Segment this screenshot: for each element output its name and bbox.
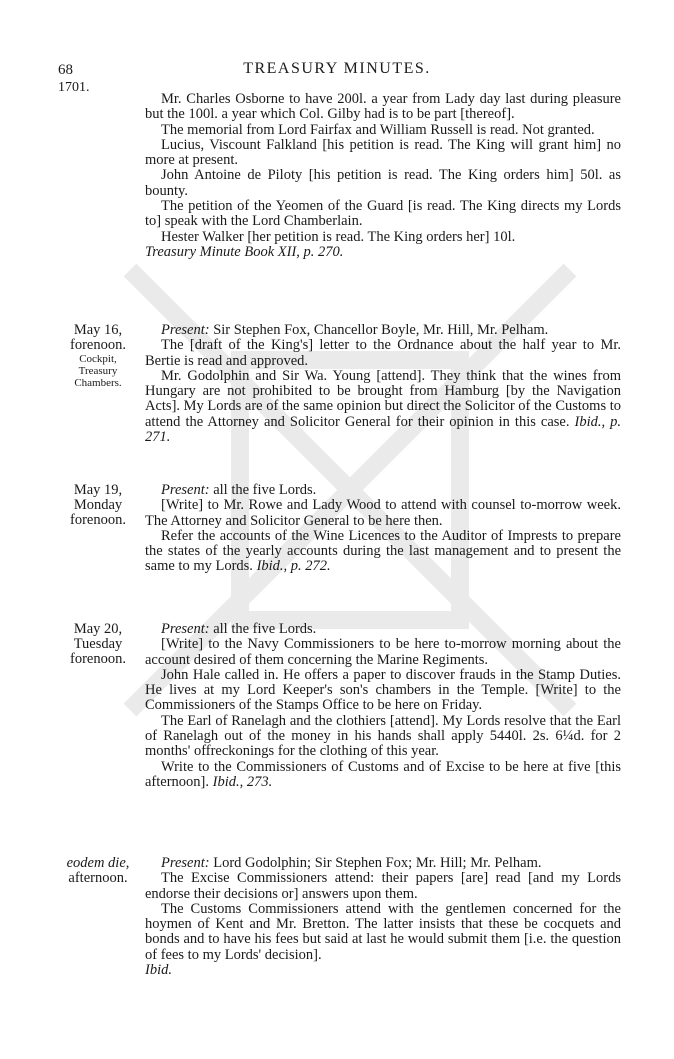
paragraph — [145, 230, 621, 245]
present-label: Present: — [161, 621, 210, 637]
present-label: Present: — [161, 482, 210, 498]
running-head: TREASURY MINUTES. — [243, 60, 431, 77]
entry-body — [145, 323, 621, 445]
entry-body — [145, 856, 621, 978]
margin-italic: eodem die, — [66, 855, 130, 871]
reference-text: Ibid., p. 271. — [145, 413, 622, 446]
margin-place: Chambers. — [74, 377, 122, 389]
reference-text: Ibid., p. 272. — [256, 558, 331, 575]
present-line — [145, 856, 621, 871]
paragraph: John Hale called in. He offers a paper to discover frauds in the Stamp Duties. He lives at my Lord Keeper's son's chambers in the Temple. [Write] to the Commissioners of the Stamps Office to be here on Friday. — [145, 666, 621, 714]
paragraph: Lucius, Viscount Falkland [his petition is read. The King will grant him] no more at present. — [145, 136, 621, 169]
paragraph — [145, 529, 621, 575]
paragraph: The Excise Commissioners attend: their papers [are] read [and my Lords endorse their decisions or] answers upon them. — [145, 870, 621, 902]
reference-text: Ibid. — [145, 962, 172, 979]
margin-line: May 16, — [73, 322, 123, 338]
margin-date — [58, 622, 138, 667]
page-number: 68 — [58, 62, 73, 78]
reference-text: Treasury Minute Book XII, p. 270. — [145, 243, 344, 260]
paragraph-text: Write to the Commissioners of Customs and of Excise to be here at five [this afternoon]. — [145, 758, 621, 790]
year-label: 1701. — [58, 80, 90, 95]
paragraph — [145, 369, 621, 445]
margin-line: Monday — [73, 497, 123, 513]
paragraph: The Earl of Ranelagh and the clothiers [attend]. My Lords resolve that the Earl of Ranelagh out of the money in his hands shall apply 5440l. 2s. 6¼d. for 2 months' offreckonings for the clothing of this year. — [145, 712, 621, 760]
present-names: all the five Lords. — [213, 482, 317, 498]
margin-line: Tuesday — [73, 636, 123, 652]
entry-body — [145, 92, 621, 260]
margin-line: May 20, — [73, 621, 123, 637]
paragraph: John Antoine de Piloty [his petition is read. The King orders him] 50l. as bounty. — [145, 167, 621, 199]
paragraph-text: Mr. Godolphin and Sir Wa. Young [attend]. They think that the wines from Hungary are not prohibited to be brought from Hamburg [by the Navigation Acts]. My Lords are of the same opinion but direct the Solicitor of the Customs to attend the Attorney and Solicitor General for their opinion in this case. — [145, 367, 622, 430]
reference-text: Ibid., 273. — [212, 773, 273, 790]
source-reference — [145, 963, 621, 978]
margin-line: forenoon. — [70, 337, 126, 353]
paragraph: The petition of the Yeomen of the Guard [is read. The King directs my Lords to] speak with the Lord Chamberlain. — [145, 198, 621, 230]
margin-line — [58, 856, 138, 871]
present-names: Sir Stephen Fox, Chancellor Boyle, Mr. Hill, Mr. Pelham. — [213, 322, 549, 338]
margin-date — [58, 856, 138, 886]
present-line — [145, 483, 621, 498]
margin-place: Cockpit, — [79, 353, 117, 365]
present-names: all the five Lords. — [213, 621, 317, 637]
paragraph: The Customs Commissioners attend with the gentlemen concerned for the hoymen of Kent and Mr. Bretton. The latter insists that these be cocquets and bonds and to have his fees but said at last he would submit them [i.e. the question of fees to my Lords' decision]. — [145, 900, 621, 963]
present-label: Present: — [161, 322, 210, 338]
present-line — [145, 323, 621, 338]
source-reference — [145, 245, 621, 260]
entry-body — [145, 622, 621, 790]
paragraph-text: Hester Walker [her petition is read. The King orders her] 10l. — [161, 228, 516, 245]
margin-line: forenoon. — [70, 512, 126, 528]
margin-date — [58, 323, 138, 389]
present-names: Lord Godolphin; Sir Stephen Fox; Mr. Hill; Mr. Pelham. — [213, 855, 542, 871]
present-line — [145, 622, 621, 637]
margin-place: Treasury — [78, 365, 118, 377]
paragraph: [Write] to Mr. Rowe and Lady Wood to attend with counsel to-morrow week. The Attorney and Solicitor General to be here then. — [145, 497, 621, 529]
paragraph: Mr. Charles Osborne to have 200l. a year from Lady day last during pleasure but the 100l. a year which Col. Gilby had is to be part [thereof]. — [145, 91, 621, 123]
paragraph: [Write] to the Navy Commissioners to be here to-morrow morning about the account desired of them concerning the Marine Regiments. — [145, 636, 621, 668]
paragraph — [145, 760, 621, 791]
margin-date — [58, 483, 138, 528]
present-label: Present: — [161, 855, 210, 871]
paragraph-text: Refer the accounts of the Wine Licences to the Auditor of Imprests to prepare the states of the yearly accounts during the last management and to present the same to my Lords. — [145, 527, 621, 575]
margin-line: afternoon. — [68, 870, 128, 886]
paragraph: The memorial from Lord Fairfax and William Russell is read. Not granted. — [161, 121, 595, 138]
entry-body — [145, 483, 621, 575]
margin-line: May 19, — [73, 482, 123, 498]
paragraph: The [draft of the King's] letter to the Ordnance about the half year to Mr. Bertie is read and approved. — [145, 337, 621, 369]
margin-line: forenoon. — [70, 651, 126, 667]
